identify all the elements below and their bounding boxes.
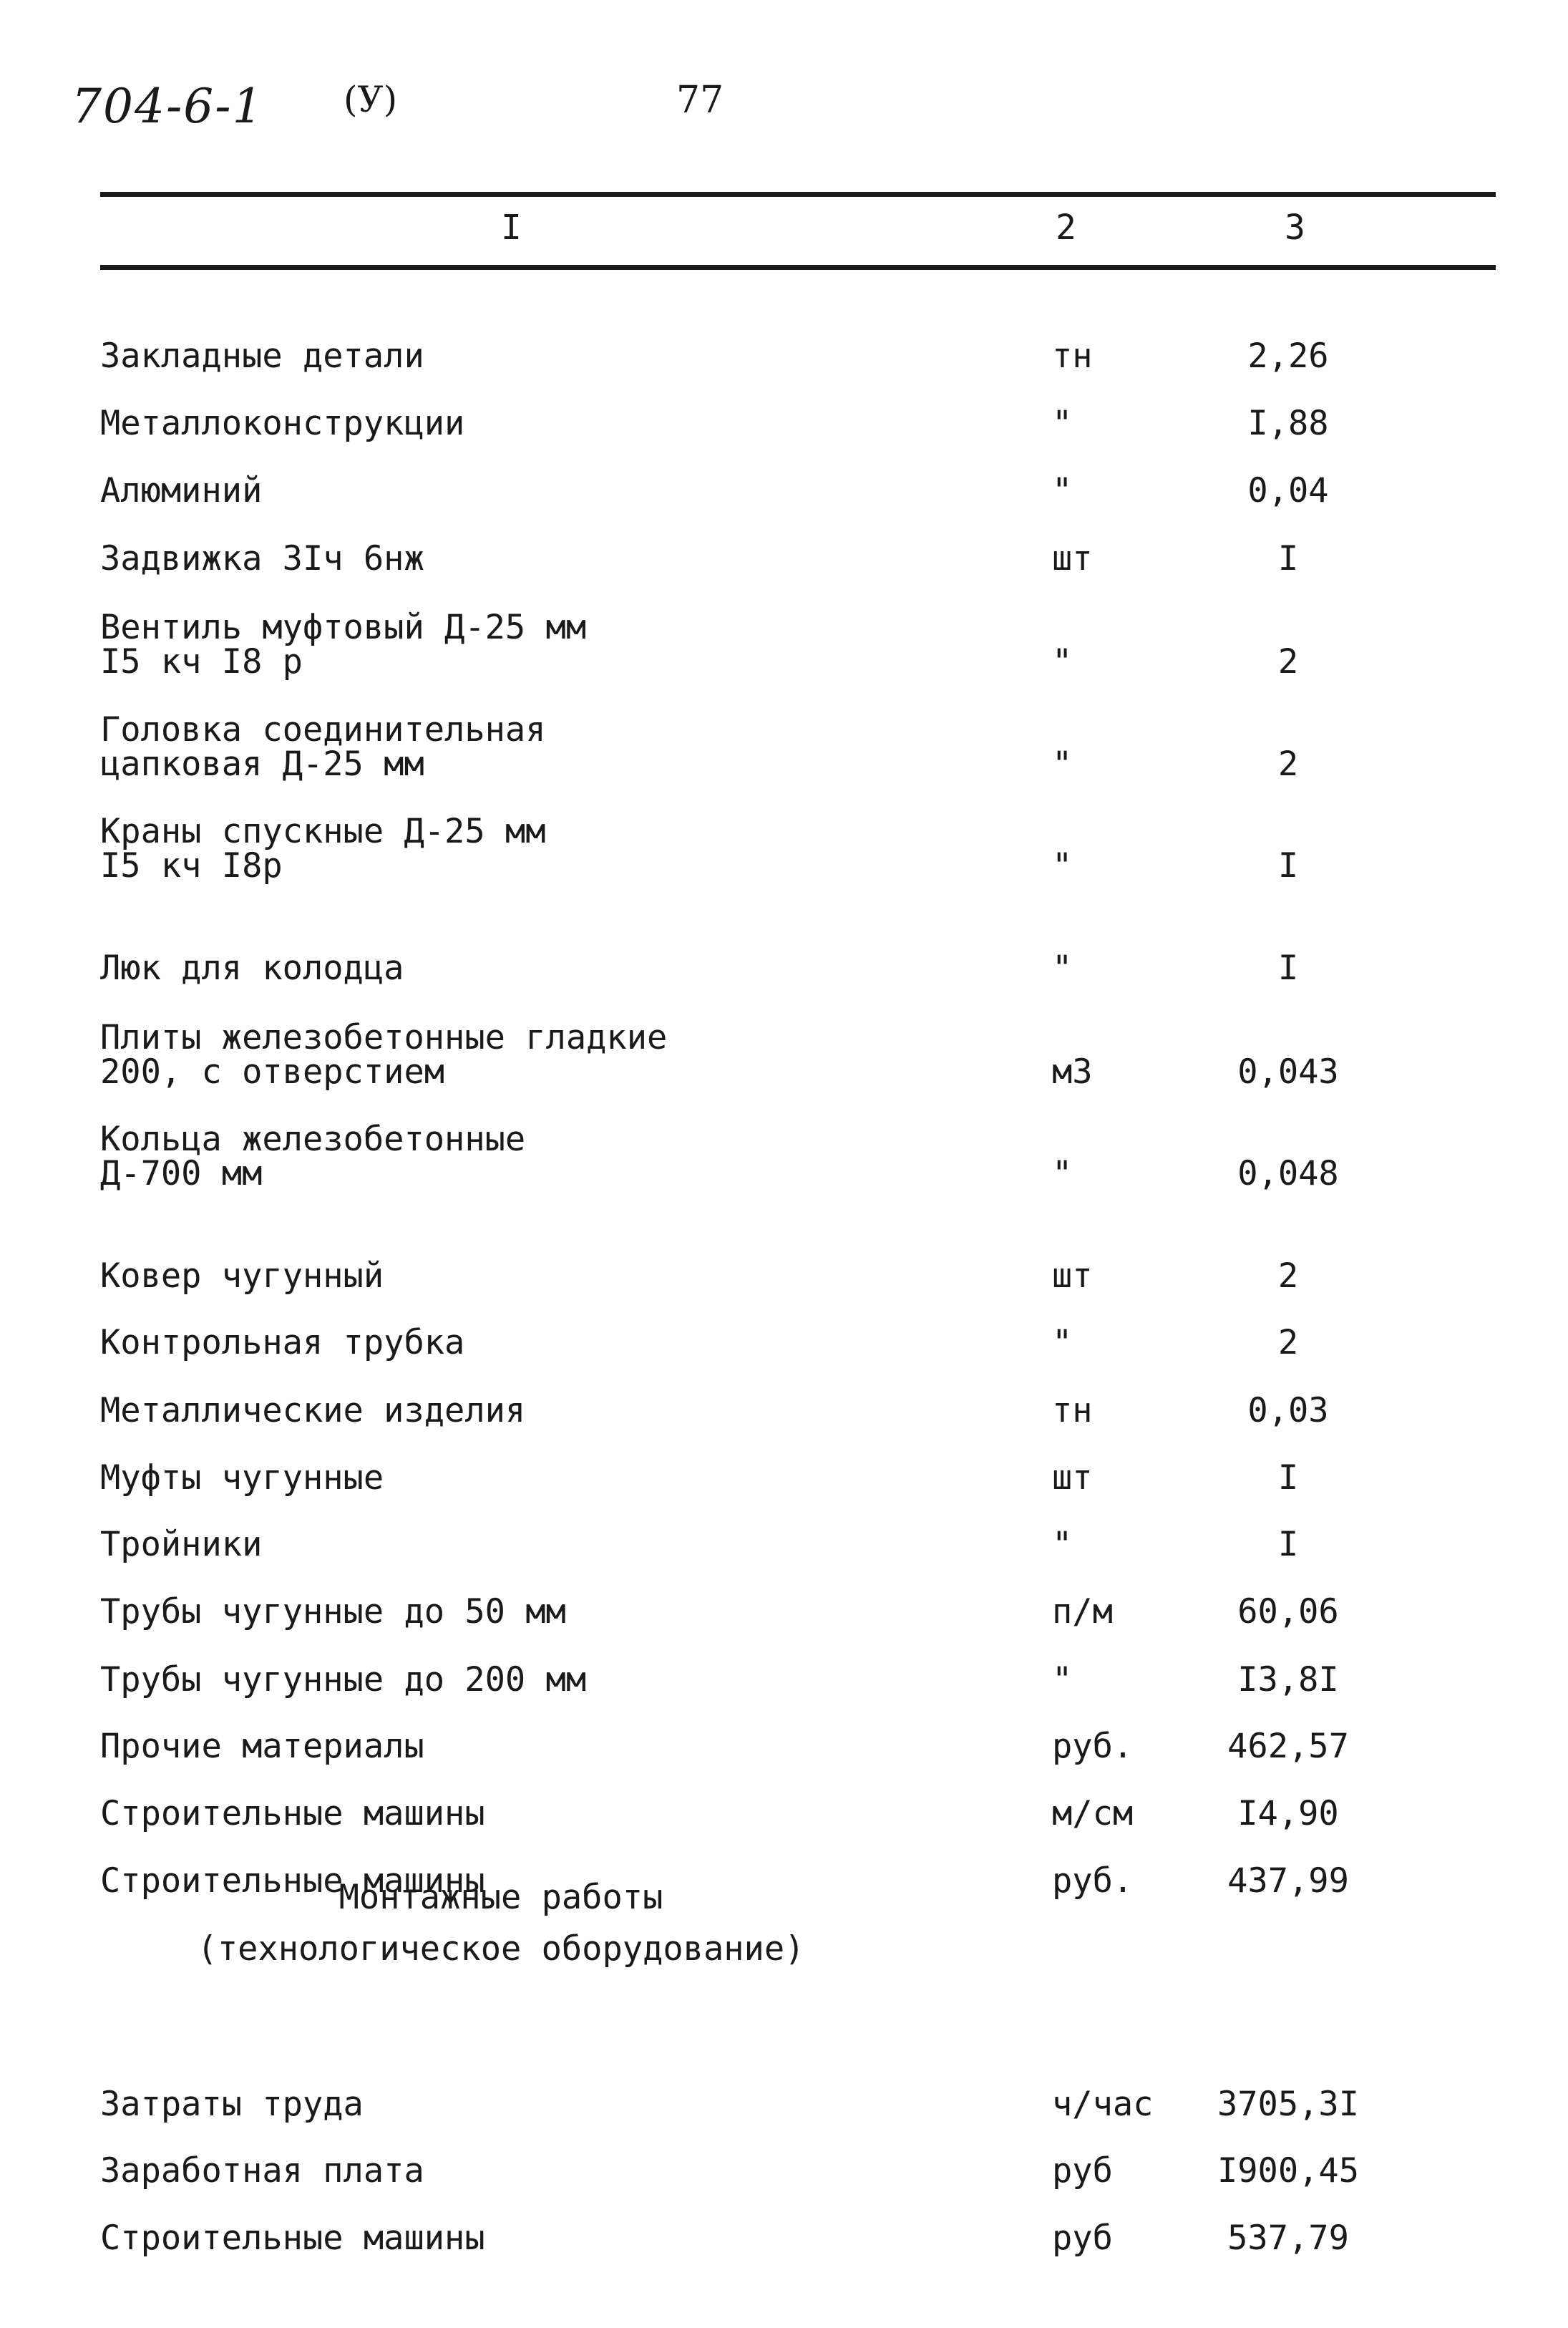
column-header-2: 2 — [1056, 208, 1076, 248]
row-value: 0,048 — [1237, 1154, 1339, 1193]
row-unit: " — [1052, 949, 1073, 988]
row-value: I — [1277, 949, 1299, 988]
row-value: 3705,3I — [1217, 2085, 1360, 2124]
row-unit: " — [1052, 745, 1073, 784]
row-name: Ковер чугунный — [100, 1256, 384, 1296]
row-name: Люк для колодца — [100, 949, 404, 988]
row-name: Алюминий — [100, 471, 263, 510]
row-value: I3,8I — [1237, 1660, 1339, 1699]
row-unit: шт — [1052, 1256, 1093, 1296]
row-name: Трубы чугунные до 50 мм — [100, 1592, 566, 1631]
row-value: 537,79 — [1227, 2218, 1349, 2258]
row-value: 462,57 — [1227, 1727, 1349, 1766]
row-unit: " — [1052, 1154, 1073, 1193]
row-name: Заработная плата — [100, 2151, 424, 2191]
row-name: Прочие материалы — [100, 1727, 424, 1766]
row-unit: шт — [1052, 1458, 1093, 1498]
row-value: 0,043 — [1237, 1052, 1339, 1092]
row-value: 0,04 — [1247, 471, 1329, 510]
document-code: 704-6-1 — [72, 79, 264, 134]
row-unit: руб — [1052, 2151, 1113, 2191]
row-value: 60,06 — [1237, 1592, 1339, 1631]
row-unit: руб — [1052, 2218, 1113, 2258]
row-unit: " — [1052, 1323, 1073, 1362]
row-name: Закладные детали — [100, 336, 424, 376]
row-name: Металлические изделия — [100, 1391, 526, 1430]
row-unit: " — [1052, 846, 1073, 886]
column-header-1: I — [501, 208, 522, 248]
row-unit: " — [1052, 471, 1073, 510]
row-value: I900,45 — [1217, 2151, 1360, 2191]
table-row — [0, 2188, 1568, 2256]
row-name: Муфты чугунные — [100, 1458, 384, 1498]
row-unit: п/м — [1052, 1592, 1113, 1631]
row-name: Тройники — [100, 1525, 263, 1564]
row-name: Строительные машины — [100, 2218, 485, 2258]
row-unit: тн — [1052, 336, 1093, 376]
table-row — [0, 2055, 1568, 2122]
section-title-line-2: (технологическое оборудование) — [197, 1929, 805, 1969]
row-value: I — [1277, 539, 1299, 578]
row-unit: ч/час — [1052, 2085, 1154, 2124]
table-row — [0, 2121, 1568, 2191]
row-name: Затраты труда — [100, 2085, 364, 2124]
row-name: Задвижка 3Iч 6нж — [100, 539, 424, 578]
section-title-line-1: Монтажные работы — [339, 1878, 663, 1917]
row-name: Вентиль муфтовый Д-25 мм I5 кч I8 р — [100, 608, 587, 682]
row-value: 437,99 — [1227, 1861, 1349, 1901]
row-value: 2 — [1277, 745, 1299, 784]
row-unit: м3 — [1052, 1052, 1093, 1092]
row-unit: " — [1052, 404, 1073, 443]
row-value: I — [1277, 846, 1299, 886]
row-value: 2 — [1277, 642, 1299, 682]
row-name: Плиты железобетонные гладкие 200, с отверстием — [100, 1018, 668, 1092]
row-value: I,88 — [1247, 404, 1329, 443]
page-number: 77 — [676, 79, 724, 122]
row-value: I4,90 — [1237, 1794, 1339, 1833]
row-name: Трубы чугунные до 200 мм — [100, 1660, 587, 1699]
row-value: 2 — [1277, 1256, 1299, 1296]
column-header-3: 3 — [1285, 208, 1305, 248]
row-unit: руб. — [1052, 1861, 1134, 1901]
row-unit: тн — [1052, 1391, 1093, 1430]
row-unit: м/см — [1052, 1794, 1134, 1833]
row-name: Краны спускные Д-25 мм I5 кч I8р — [100, 812, 546, 886]
row-unit: " — [1052, 1660, 1073, 1699]
row-value: 2 — [1277, 1323, 1299, 1362]
row-value: I — [1277, 1525, 1299, 1564]
row-value: 0,03 — [1247, 1391, 1329, 1430]
row-name: Контрольная трубка — [100, 1323, 465, 1362]
row-name: Металлоконструкции — [100, 404, 465, 443]
row-unit: шт — [1052, 539, 1093, 578]
row-unit: " — [1052, 642, 1073, 682]
row-unit: " — [1052, 1525, 1073, 1564]
row-name: Кольца железобетонные Д-700 мм — [100, 1120, 526, 1193]
row-name: Головка соединительная цапковая Д-25 мм — [100, 710, 546, 784]
row-value: I — [1277, 1458, 1299, 1498]
document-mark: (У) — [344, 79, 398, 120]
row-name: Строительные машины — [100, 1861, 485, 1901]
row-name: Строительные машины — [100, 1794, 485, 1833]
row-unit: руб. — [1052, 1727, 1134, 1766]
row-value: 2,26 — [1247, 336, 1329, 376]
